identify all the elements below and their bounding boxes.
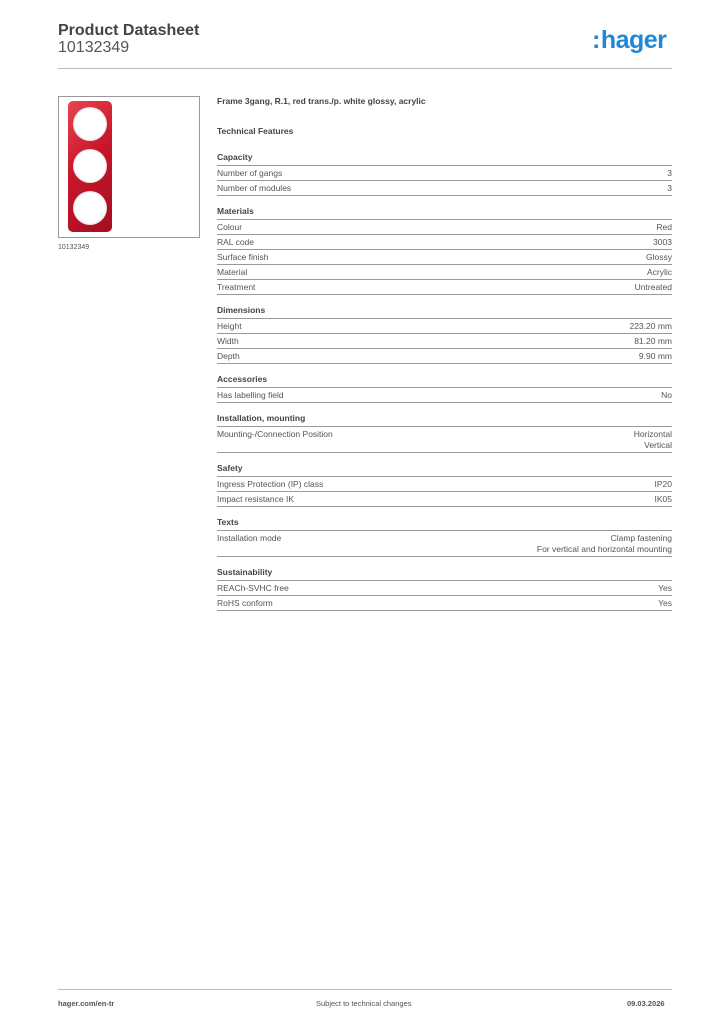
footer-website-link[interactable]: hager.com/en-tr xyxy=(58,999,115,1008)
spec-label: Height xyxy=(217,321,242,331)
spec-value-line: No xyxy=(661,390,672,400)
spec-row xyxy=(217,531,672,557)
spec-value-line: IP20 xyxy=(654,479,672,489)
spec-label: Ingress Protection (IP) class xyxy=(217,479,324,489)
spec-value-line: 3 xyxy=(667,168,672,178)
spec-value xyxy=(647,267,672,278)
spec-value xyxy=(634,429,672,451)
technical-content xyxy=(217,96,672,621)
spec-value xyxy=(661,390,672,401)
spec-value xyxy=(667,183,672,194)
spec-row xyxy=(217,427,672,453)
spec-label: Has labelling field xyxy=(217,390,284,400)
section-title: Capacity xyxy=(217,152,672,166)
image-caption: 10132349 xyxy=(58,244,90,251)
spec-label: REACh-SVHC free xyxy=(217,583,289,593)
spec-label: Impact resistance IK xyxy=(217,494,295,504)
spec-value xyxy=(635,282,672,293)
spec-value-line: 3 xyxy=(667,183,672,193)
spec-value xyxy=(629,321,672,332)
spec-label: Depth xyxy=(217,351,240,361)
spec-value xyxy=(639,351,672,362)
logo-text: hager xyxy=(600,26,667,54)
section-title: Texts xyxy=(217,517,672,531)
spec-section xyxy=(217,305,672,364)
section-title: Dimensions xyxy=(217,305,672,319)
spec-value xyxy=(653,237,672,248)
frame-opening xyxy=(73,191,107,225)
spec-value-line: 9.90 mm xyxy=(638,351,672,361)
spec-value xyxy=(646,252,672,263)
spec-value xyxy=(655,479,673,490)
spec-row xyxy=(217,596,672,611)
hager-logo: :hager xyxy=(592,26,667,54)
spec-row xyxy=(217,166,672,181)
spec-value-line: 223.20 mm xyxy=(629,321,672,331)
frame-opening xyxy=(73,107,107,141)
footer-notice: Subject to technical changes xyxy=(316,999,412,1008)
spec-label: RAL code xyxy=(217,237,255,247)
section-title: Sustainability xyxy=(217,567,672,581)
spec-label: Material xyxy=(217,267,248,277)
spec-value-line: Untreated xyxy=(634,282,672,292)
spec-section xyxy=(217,413,672,453)
spec-row xyxy=(217,388,672,403)
spec-value xyxy=(655,494,673,505)
spec-value xyxy=(658,583,672,594)
section-title: Accessories xyxy=(217,374,672,388)
spec-section xyxy=(217,374,672,403)
spec-label: Colour xyxy=(217,222,243,232)
spec-value xyxy=(667,168,672,179)
spec-sections xyxy=(217,152,672,611)
red-frame-illustration xyxy=(68,101,112,232)
product-id: 10132349 xyxy=(58,39,130,56)
spec-section xyxy=(217,567,672,611)
spec-row xyxy=(217,349,672,364)
spec-row xyxy=(217,235,672,250)
spec-row xyxy=(217,477,672,492)
spec-value-line: Acrylic xyxy=(646,267,672,277)
spec-label: Number of modules xyxy=(217,183,292,193)
footer-divider xyxy=(58,989,672,990)
product-image xyxy=(58,96,200,238)
page-title: Product Datasheet xyxy=(58,22,200,39)
spec-value-line: Horizontal xyxy=(633,429,672,439)
spec-row xyxy=(217,280,672,295)
spec-label: Surface finish xyxy=(217,252,269,262)
section-title: Installation, mounting xyxy=(217,413,672,427)
technical-features-title: Technical Features xyxy=(217,126,294,136)
spec-section xyxy=(217,206,672,295)
spec-row xyxy=(217,250,672,265)
spec-value xyxy=(537,533,672,555)
spec-label: Mounting-/Connection Position xyxy=(217,429,333,439)
product-name: Frame 3gang, R.1, red trans./p. white glossy, acrylic xyxy=(217,96,426,106)
spec-label: Width xyxy=(217,336,239,346)
spec-row xyxy=(217,492,672,507)
spec-row xyxy=(217,581,672,596)
spec-row xyxy=(217,265,672,280)
spec-value-line: Clamp fastening xyxy=(610,533,672,543)
spec-value xyxy=(656,222,672,233)
spec-value-line: 3003 xyxy=(653,237,672,247)
spec-value-line: IK05 xyxy=(654,494,672,504)
spec-section xyxy=(217,517,672,557)
spec-section xyxy=(217,463,672,507)
spec-row xyxy=(217,319,672,334)
footer-date: 09.03.2026 xyxy=(627,999,665,1008)
frame-opening xyxy=(73,149,107,183)
spec-row xyxy=(217,220,672,235)
section-title: Materials xyxy=(217,206,672,220)
spec-value-line: Yes xyxy=(658,598,672,608)
header-divider xyxy=(58,68,672,69)
spec-section xyxy=(217,152,672,196)
spec-label: RoHS conform xyxy=(217,598,273,608)
spec-label: Number of gangs xyxy=(217,168,283,178)
spec-value-line: For vertical and horizontal mounting xyxy=(536,544,672,554)
spec-value-line: Glossy xyxy=(646,252,672,262)
spec-row xyxy=(217,181,672,196)
spec-label: Installation mode xyxy=(217,533,282,543)
spec-value xyxy=(634,336,672,347)
spec-value-line: Yes xyxy=(658,583,672,593)
spec-value-line: 81.20 mm xyxy=(634,336,672,346)
spec-row xyxy=(217,334,672,349)
spec-value-line: Red xyxy=(656,222,672,232)
spec-value-line: Vertical xyxy=(644,440,672,450)
section-title: Safety xyxy=(217,463,672,477)
spec-label: Treatment xyxy=(217,282,256,292)
spec-value xyxy=(658,598,672,609)
